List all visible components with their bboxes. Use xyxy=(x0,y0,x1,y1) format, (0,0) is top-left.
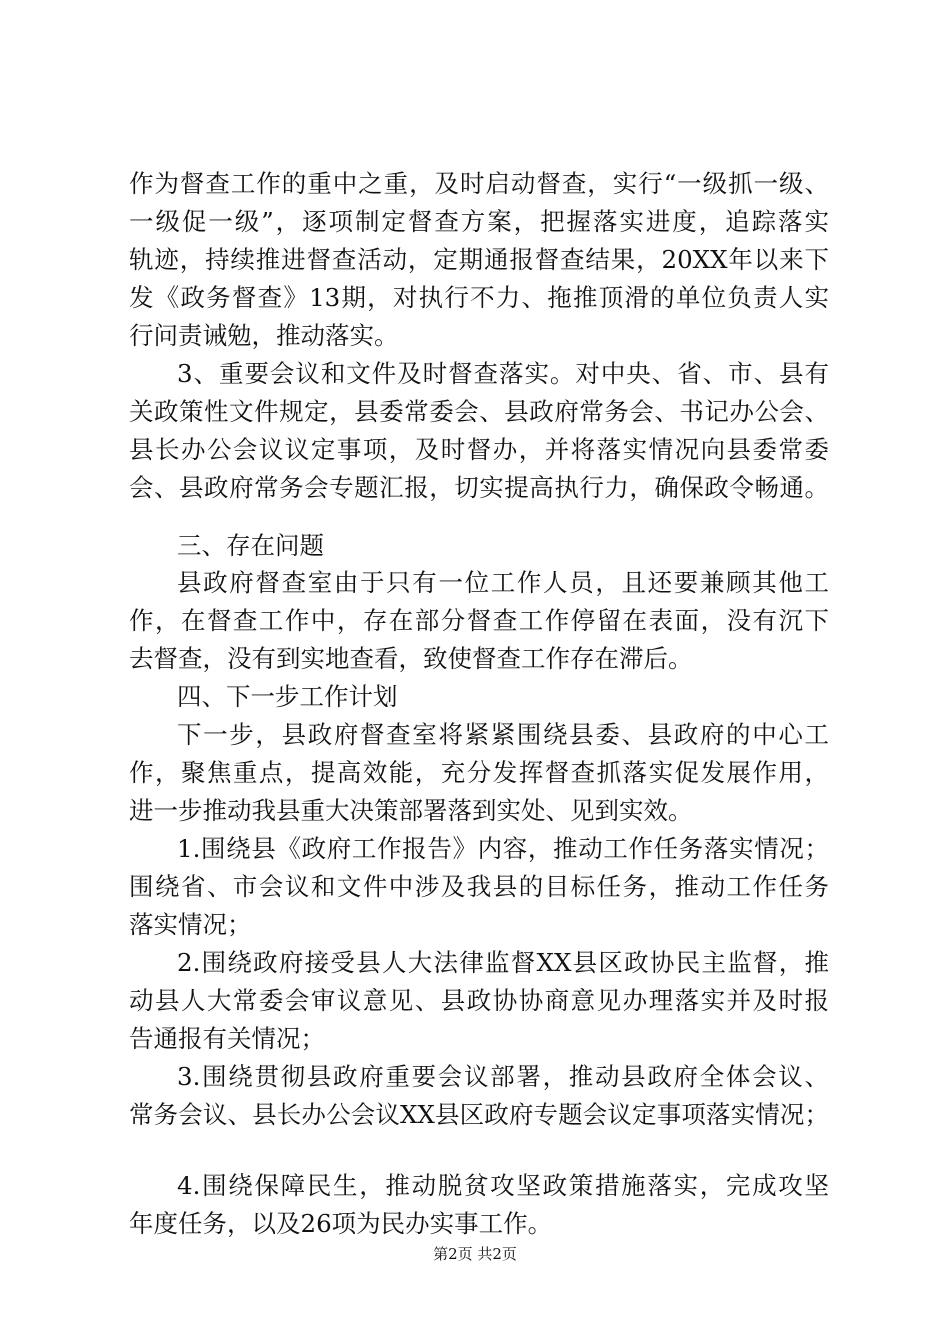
body-text-line: 围绕省、市会议和文件中涉及我县的目标任务，推动工作任务 xyxy=(129,872,829,901)
body-text-line: 1.围绕县《政府工作报告》内容，推动工作任务落实情况； xyxy=(177,834,829,863)
page-footer: 第2页 共2页 xyxy=(433,1245,517,1263)
body-text-line: 4.围绕保障民生，推动脱贫攻坚政策措施落实，完成攻坚 xyxy=(177,1171,829,1200)
body-text-line: 行问责诫勉，推动落实。 xyxy=(129,321,399,350)
body-text-line: 进一步推动我县重大决策部署落到实处、见到实效。 xyxy=(129,796,693,825)
body-text-line: 3、重要会议和文件及时督查落实。对中央、省、市、县有 xyxy=(177,359,829,388)
body-text-line: 去督查，没有到实地查看，致使督查工作存在滞后。 xyxy=(129,644,693,673)
body-text-line: 关政策性文件规定，县委常委会、县政府常务会、书记办公会、 xyxy=(129,397,829,426)
body-text-line: 作为督查工作的重中之重，及时启动督查，实行“一级抓一级、 xyxy=(129,169,829,198)
body-text-line: 常务会议、县长办公会议XX县区政府专题会议定事项落实情况； xyxy=(129,1100,829,1129)
body-text-line: 作，在督查工作中，存在部分督查工作停留在表面，没有沉下 xyxy=(129,606,829,635)
body-text-line: 县政府督查室由于只有一位工作人员，且还要兼顾其他工 xyxy=(177,568,829,597)
body-text-line: 作，聚焦重点，提高效能，充分发挥督查抓落实促发展作用， xyxy=(129,758,829,787)
body-text-line: 3.围绕贯彻县政府重要会议部署，推动县政府全体会议、 xyxy=(177,1062,829,1091)
body-text-line: 年度任务，以及26项为民办实事工作。 xyxy=(129,1209,553,1238)
body-text-line: 落实情况； xyxy=(129,910,252,939)
body-text-line: 下一步，县政府督查室将紧紧围绕县委、县政府的中心工 xyxy=(177,720,829,749)
body-text-line: 会、县政府常务会专题汇报，切实提高执行力，确保政令畅通。 xyxy=(129,473,829,502)
body-text-line: 2.围绕政府接受县人大法律监督XX县区政协民主监督，推 xyxy=(177,948,829,977)
section-heading: 四、下一步工作计划 xyxy=(177,682,398,711)
body-text-line: 县长办公会议议定事项，及时督办，并将落实情况向县委常委 xyxy=(129,435,829,464)
section-heading: 三、存在问题 xyxy=(177,531,324,560)
body-text-line: 发《政务督查》13期，对执行不力、拖推顶滑的单位负责人实 xyxy=(129,283,829,312)
body-text-line: 动县人大常委会审议意见、县政协协商意见办理落实并及时报 xyxy=(129,986,829,1015)
body-text-line: 一级促一级”，逐项制定督查方案，把握落实进度，追踪落实 xyxy=(129,207,829,236)
body-text-line: 告通报有关情况； xyxy=(129,1024,325,1053)
body-text-line: 轨迹，持续推进督查活动，定期通报督查结果，20XX年以来下 xyxy=(129,245,829,274)
